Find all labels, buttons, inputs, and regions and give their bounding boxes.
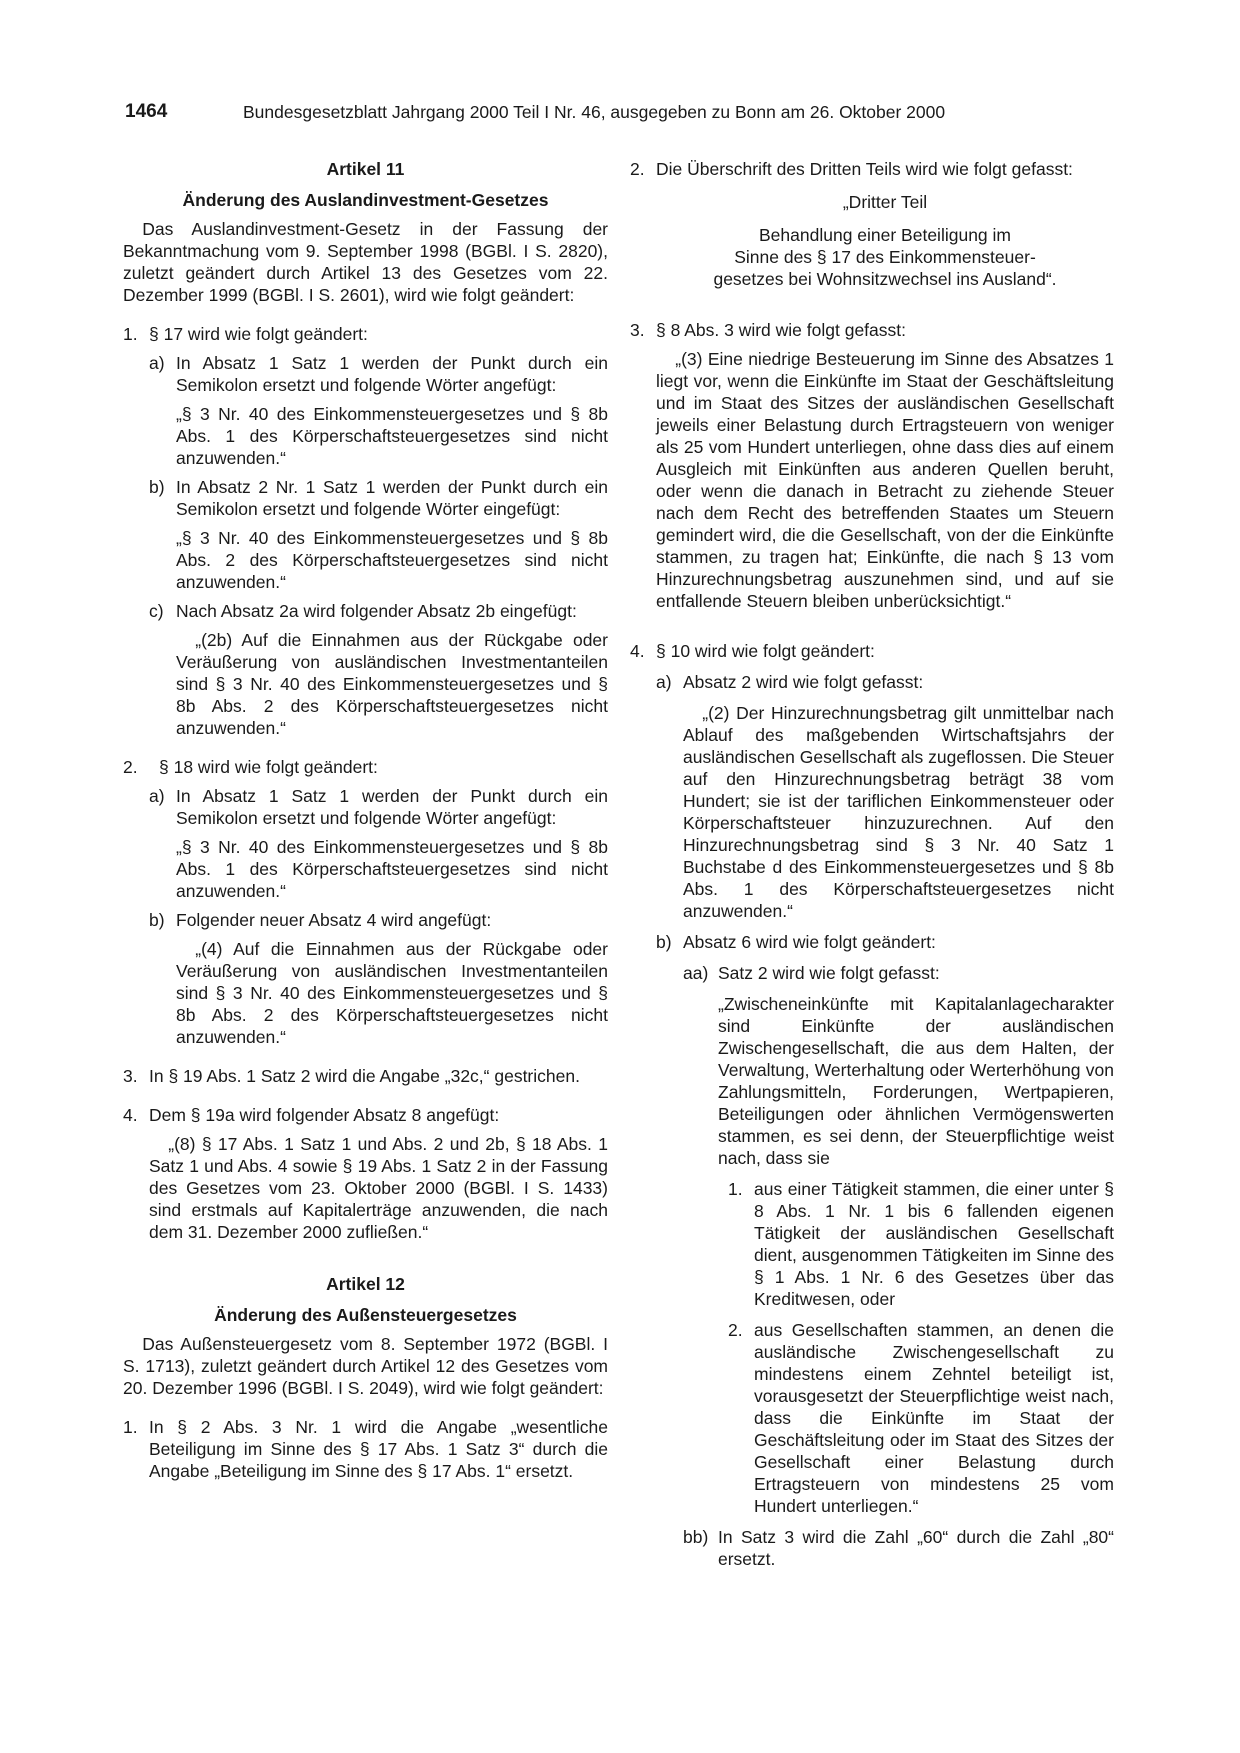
article-12-title: Artikel 12 xyxy=(326,1274,405,1294)
quoted-text: „(4) Auf die Einnahmen aus der Rückgabe oder Veräußerung von ausländischen Investmentanteilen sind § 3 Nr. 40 des Einkommensteuergesetzes und § 8b Abs. 2 des Körperschaftsteuergesetzes nicht anzuwenden.“ xyxy=(176,939,608,1047)
heading-quote-line: „Dritter Teil xyxy=(842,192,928,212)
sub-item-text: Nach Absatz 2a wird folgender Absatz 2b eingefügt: xyxy=(176,601,577,621)
sub-item-text: Folgender neuer Absatz 4 wird angefügt: xyxy=(176,910,492,930)
quoted-text: „§ 3 Nr. 40 des Einkommensteuergesetzes und § 8b Abs. 1 des Körperschaftsteuergesetzes sind nicht anzuwenden.“ xyxy=(176,404,608,468)
right-column xyxy=(630,158,1114,1570)
sub-sub-item xyxy=(630,1526,1114,1570)
quoted-text: „§ 3 Nr. 40 des Einkommensteuergesetzes und § 8b Abs. 1 des Körperschaftsteuergesetzes sind nicht anzuwenden.“ xyxy=(176,837,608,901)
list-item xyxy=(123,1065,608,1087)
item-number: 1. xyxy=(123,1417,138,1437)
item-number: 4. xyxy=(123,1105,138,1125)
sub-item-marker: a) xyxy=(149,353,165,373)
sub-sub-item-text: In Satz 3 wird die Zahl „60“ durch die Zahl „80“ ersetzt. xyxy=(718,1527,1114,1569)
sub-item-marker: b) xyxy=(149,910,165,930)
point-text: aus einer Tätigkeit stammen, die einer unter § 8 Abs. 1 Nr. 1 bis 6 fallenden eigenen Tätigkeit der ausländischen Gesellschaft dient, ausgenommen Tätigkeiten im Sinne des § 1 Abs. 1 Nr. 6 des Gesetzes über das Kreditwesen, oder xyxy=(754,1179,1114,1309)
list-item xyxy=(630,158,1114,180)
page-number: 1464 xyxy=(125,101,168,122)
item-number: 3. xyxy=(123,1066,138,1086)
quoted-text: „(3) Eine niedrige Besteuerung im Sinne des Absatzes 1 liegt vor, wenn die Einkünfte im Staat der Geschäftsleitung und im Staat des Sitzes der ausländischen Gesellschaft jeweils einer Belastung durch Ertragsteuern von weniger als 25 vom Hundert unterliegen, ohne dass dies auf einem Ausgleich mit Einkünften aus anderen Quellen beruht, oder wenn die danach in Betracht zu ziehende Steuer nach dem Recht des betreffenden Staates um Steuern gemindert wird, die die Gesellschaft, von der die Einkünfte stammen, zu tragen hat; Einkünfte, die nach § 13 vom Hinzurechnungsbetrag auszunehmen sind, und auf sie entfallende Steuern bleiben unberücksichtigt.“ xyxy=(656,349,1114,611)
quoted-text: „§ 3 Nr. 40 des Einkommensteuergesetzes und § 8b Abs. 2 des Körperschaftsteuergesetzes sind nicht anzuwenden.“ xyxy=(176,528,608,592)
item-text: Dem § 19a wird folgender Absatz 8 angefügt: xyxy=(149,1105,500,1125)
sub-item-text: Absatz 2 wird wie folgt gefasst: xyxy=(683,672,924,692)
sub-item-marker: a) xyxy=(656,672,672,692)
sub-item xyxy=(123,909,608,931)
item-text: In § 19 Abs. 1 Satz 2 wird die Angabe „32c,“ gestrichen. xyxy=(149,1066,580,1086)
gazette-title: Bundesgesetzblatt Jahrgang 2000 Teil I Nr. 46, ausgegeben zu Bonn am 26. Oktober 2000 xyxy=(243,102,946,122)
item-number: 1. xyxy=(123,324,138,344)
point-number: 2. xyxy=(728,1320,743,1340)
item-number: 2. xyxy=(123,757,138,777)
item-text: In § 2 Abs. 3 Nr. 1 wird die Angabe „wesentliche Beteiligung im Sinne des § 17 Abs. 1 Satz 3“ durch die Angabe „Beteiligung im Sinne des § 17 Abs. 1“ ersetzt. xyxy=(149,1417,608,1481)
item-text: § 17 wird wie folgt geändert: xyxy=(149,324,368,344)
sub-item-text: In Absatz 2 Nr. 1 Satz 1 werden der Punkt durch ein Semikolon ersetzt und folgende Wörter eingefügt: xyxy=(176,477,608,519)
sub-item xyxy=(123,352,608,396)
sub-item-text: Absatz 6 wird wie folgt geändert: xyxy=(683,932,936,952)
list-item xyxy=(123,1416,608,1482)
item-number: 2. xyxy=(630,159,645,179)
heading-quote-line: gesetzes bei Wohnsitzwechsel ins Ausland“. xyxy=(713,269,1057,289)
sub-sub-item-marker: bb) xyxy=(683,1527,709,1547)
article-11-title: Artikel 11 xyxy=(326,159,405,179)
list-item xyxy=(630,640,1114,662)
sub-item-marker: b) xyxy=(656,932,672,952)
item-text: § 10 wird wie folgt geändert: xyxy=(656,641,875,661)
article-12-intro: Das Außensteuergesetz vom 8. September 1972 (BGBl. I S. 1713), zuletzt geändert durch Artikel 12 des Gesetzes vom 20. Dezember 1996 (BGBl. I S. 2049), wird wie folgt geändert: xyxy=(123,1334,608,1398)
list-item xyxy=(123,756,608,778)
list-item xyxy=(630,319,1114,341)
item-number: 4. xyxy=(630,641,645,661)
list-item xyxy=(123,1104,608,1126)
quoted-text: „(2b) Auf die Einnahmen aus der Rückgabe oder Veräußerung von ausländischen Investmentanteilen sind § 3 Nr. 40 des Einkommensteuergesetzes und § 8b Abs. 2 des Körperschaftsteuergesetzes nicht anzuwenden.“ xyxy=(176,630,608,738)
sub-item xyxy=(123,600,608,622)
sub-item xyxy=(630,931,1114,953)
quoted-text: „Zwischeneinkünfte mit Kapitalanlagecharakter sind Einkünfte der ausländischen Zwischengesellschaft, die aus dem Halten, der Verwaltung, Werterhaltung oder Werterhöhung von Zahlungsmitteln, Forderungen, Wertpapieren, Beteiligungen oder ähnlichen Vermögenswerten stammen, es sei denn, der Steuerpflichtige weist nach, dass sie xyxy=(718,994,1114,1168)
sub-item-text: In Absatz 1 Satz 1 werden der Punkt durch ein Semikolon ersetzt und folgende Wörter angefügt: xyxy=(176,353,608,395)
numbered-point xyxy=(630,1319,1114,1517)
sub-sub-item-text: Satz 2 wird wie folgt gefasst: xyxy=(718,963,940,983)
article-12-subtitle: Änderung des Außensteuergesetzes xyxy=(214,1305,517,1325)
article-11-intro: Das Auslandinvestment-Gesetz in der Fassung der Bekanntmachung vom 9. September 1998 (BGBl. I S. 2820), zuletzt geändert durch Artikel 13 des Gesetzes vom 22. Dezember 1999 (BGBl. I S. 2601), wird wie folgt geändert: xyxy=(123,219,608,305)
heading-quote-line: Sinne des § 17 des Einkommensteuer- xyxy=(734,247,1036,267)
sub-item-text: In Absatz 1 Satz 1 werden der Punkt durch ein Semikolon ersetzt und folgende Wörter angefügt: xyxy=(176,786,608,828)
item-number: 3. xyxy=(630,320,645,340)
point-number: 1. xyxy=(728,1179,743,1199)
numbered-point xyxy=(630,1178,1114,1310)
heading-quote-line: Behandlung einer Beteiligung im xyxy=(759,225,1011,245)
sub-item-marker: b) xyxy=(149,477,165,497)
item-text: § 8 Abs. 3 wird wie folgt gefasst: xyxy=(656,320,906,340)
sub-item xyxy=(123,476,608,520)
article-11-subtitle: Änderung des Auslandinvestment-Gesetzes xyxy=(182,190,549,210)
sub-item-marker: a) xyxy=(149,786,165,806)
quoted-text: „(2) Der Hinzurechnungsbetrag gilt unmittelbar nach Ablauf des maßgebenden Wirtschaftsjahrs der ausländischen Gesellschaft als zugeflossen. Die Steuer auf den Hinzurechnungsbetrag beträgt 38 vom Hundert; sie ist der tariflichen Einkommensteuer oder Körperschaftsteuer hinzuzurechnen. Auf den Hinzurechnungsbetrag sind § 3 Nr. 40 Satz 1 Buchstabe d des Einkommensteuergesetzes und § 8b Abs. 1 des Körperschaftsteuergesetzes nicht anzuwenden.“ xyxy=(683,703,1114,921)
sub-item xyxy=(123,785,608,829)
point-text: aus Gesellschaften stammen, an denen die ausländische Zwischengesellschaft zu mindestens einem Zehntel beteiligt ist, vorausgesetzt der Steuerpflichtige weist nach, dass die Einkünfte im Staat der Geschäftsleitung oder im Staat des Sitzes der Gesellschaft einer Belastung durch Ertragsteuern von mindestens 25 vom Hundert unterliegen.“ xyxy=(754,1320,1114,1516)
quoted-text: „(8) § 17 Abs. 1 Satz 1 und Abs. 2 und 2b, § 18 Abs. 1 Satz 1 und Abs. 4 sowie § 19 Abs. 1 Satz 2 in der Fassung des Gesetzes vom 23. Oktober 2000 (BGBl. I S. 1433) sind erstmals auf Kapitalerträge anzuwenden, die nach dem 31. Dezember 2000 zufließen.“ xyxy=(149,1134,608,1242)
sub-item-marker: c) xyxy=(149,601,164,621)
left-column xyxy=(123,158,608,1482)
item-text: § 18 wird wie folgt geändert: xyxy=(159,757,378,777)
sub-sub-item-marker: aa) xyxy=(683,963,709,983)
list-item xyxy=(123,323,608,345)
item-text: Die Überschrift des Dritten Teils wird wie folgt gefasst: xyxy=(656,159,1073,179)
sub-item xyxy=(630,671,1114,693)
sub-sub-item xyxy=(630,962,1114,984)
